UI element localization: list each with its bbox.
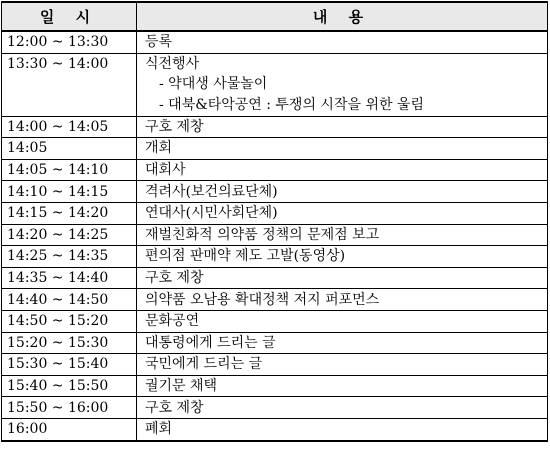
row-time: 15:30 ~ 15:40 [2,354,137,376]
schedule-table [1,1,548,442]
table-row [2,332,548,354]
row-time: 14:15 ~ 14:20 [2,202,137,224]
row-time: 15:40 ~ 15:50 [2,375,137,397]
table-row [2,310,548,332]
row-content: 구호 제창 [137,267,548,289]
row-time: 14:20 ~ 14:25 [2,224,137,246]
row-content: 의약품 오남용 확대정책 저지 퍼포먼스 [137,289,548,311]
table-row [2,246,548,268]
row-content: 구호 제창 [137,397,548,419]
table-row [2,53,548,116]
row-time: 14:40 ~ 14:50 [2,289,137,311]
row-content: 등록 [137,31,548,53]
table-row [2,181,548,203]
table-row [2,354,548,376]
row-content: 대회사 [137,159,548,181]
table-row [2,267,548,289]
row-sub-item: - 약대생 사물놀이 [159,76,268,93]
table-row [2,159,548,181]
header-time: 일 시 [2,2,137,31]
table-row [2,289,548,311]
row-content: 폐회 [137,418,548,440]
row-content: 궐기문 채택 [137,375,548,397]
header-content: 내 용 [137,2,548,31]
table-row [2,418,548,440]
table-row [2,31,548,53]
row-content: 문화공연 [137,310,548,332]
table-row [2,375,548,397]
row-time: 14:35 ~ 14:40 [2,267,137,289]
row-time-text: 13:30 ~ 14:00 [7,55,109,72]
table-row [2,116,548,138]
table-row [2,202,548,224]
row-time: 14:25 ~ 14:35 [2,246,137,268]
row-content: 대통령에게 드리는 글 [137,332,548,354]
row-content: 구호 제창 [137,116,548,138]
row-time: 14:05 [2,138,137,160]
row-content: 개회 [137,138,548,160]
row-time: 14:10 ~ 14:15 [2,181,137,203]
row-time: 15:50 ~ 16:00 [2,397,137,419]
row-sub-item: - 대북&타악공연 : 투쟁의 시작을 위한 울림 [159,96,424,113]
row-content-text: 식전행사 [145,55,200,72]
row-content [137,53,548,116]
row-time: 14:05 ~ 14:10 [2,159,137,181]
table-row [2,224,548,246]
row-content: 격려사(보건의료단체) [137,181,548,203]
table-row [2,397,548,419]
row-time: 16:00 [2,418,137,440]
row-time: 15:20 ~ 15:30 [2,332,137,354]
row-time: 12:00 ~ 13:30 [2,31,137,53]
row-content: 편의점 판매약 제도 고발(동영상) [137,246,548,268]
row-content: 재벌친화적 의약품 정책의 문제점 보고 [137,224,548,246]
row-time: 14:50 ~ 15:20 [2,310,137,332]
table-header-row [2,2,548,31]
table-row [2,138,548,160]
row-time: 14:00 ~ 14:05 [2,116,137,138]
row-time [2,53,137,116]
row-content: 국민에게 드리는 글 [137,354,548,376]
row-content: 연대사(시민사회단체) [137,202,548,224]
